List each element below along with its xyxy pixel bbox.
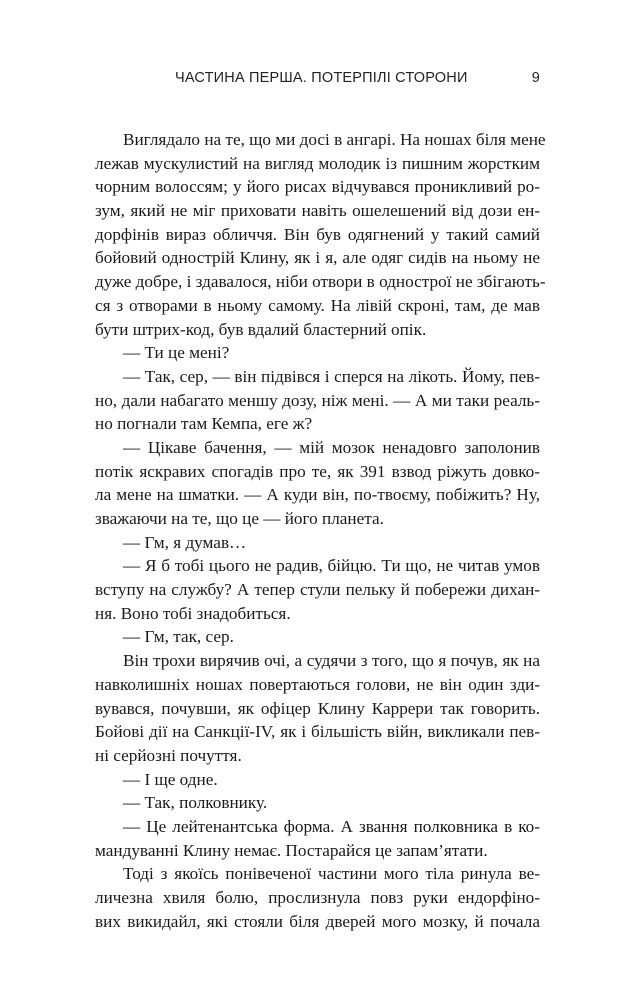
text-line: зважаючи на те, що це — його планета. <box>95 509 384 528</box>
text-line: навколишніх ношах повертаються голови, не він один зди- <box>95 674 540 694</box>
text-line: дуже добре, і здавалося, ніби отвори в однострої не збігають- <box>95 272 546 292</box>
body-text <box>95 128 546 933</box>
text-line: но, дали набагато меншу дозу, ніж мені. — А ми таки реаль- <box>95 390 540 410</box>
text-line: вувався, почувши, як офіцер Клину Каррери так говорить. <box>95 698 540 718</box>
text-line: — Так, сер, — він підвівся і сперся на лікоть. Йому, пев- <box>123 366 540 386</box>
text-line: лежав мускулистий на вигляд молодик із пишним жорстким <box>95 153 540 173</box>
text-line: Він трохи вирячив очі, а судячи з того, що я почув, як на <box>123 651 540 671</box>
text-line: потік яскравих спогадів про те, як 391 взвод ріжуть довко- <box>95 461 540 481</box>
text-line: ня. Воно тобі знадобиться. <box>95 603 291 623</box>
text-line: Виглядало на те, що ми досі в ангарі. На ношах біля мене <box>123 130 546 149</box>
text-line: но погнали там Кемпа, еге ж? <box>95 414 313 434</box>
text-line: — Я б тобі цього не радив, бійцю. Ти що, не читав умов <box>123 556 540 576</box>
text-line: вступу на службу? А тепер стули пельку й побережи дихан- <box>95 580 540 600</box>
running-header <box>95 70 540 90</box>
text-line: личезна хвиля болю, прослизнула повз руки ендорфіно- <box>95 888 540 907</box>
text-line: — Гм, я думав… <box>123 532 247 552</box>
text-line: зум, який не міг приховати навіть ошелешений від дози ен- <box>95 201 540 221</box>
text-line: бути штрих-код, був вдалий бластерний опік. <box>95 319 427 339</box>
text-line: — Це лейтенантська форма. А звання полковника в ко- <box>123 816 540 836</box>
text-line: ся з отворами в ньому самому. На лівій скроні, там, де мав <box>95 295 540 315</box>
page-number: 9 <box>531 70 540 86</box>
text-line: Бойові дії на Санкції-IV, як і більшість війн, викликали пев- <box>95 722 540 742</box>
text-line: ла мене на шматки. — А куди він, по-твоєму, побіжить? Ну, <box>95 485 540 505</box>
text-line: дорфінів вираз обличчя. Він був одягнений у такий самий <box>95 224 540 244</box>
chapter-title: ЧАСТИНА ПЕРША. ПОТЕРПІЛІ СТОРОНИ <box>175 70 468 86</box>
text-line: ні серйозні почуття. <box>95 745 242 765</box>
text-line: — Так, полковнику. <box>123 793 268 813</box>
text-line: — Гм, так, сер. <box>123 627 234 647</box>
text-line: — І ще одне. <box>123 769 218 789</box>
text-line: чорним волоссям; у його рисах відчувався проникливий ро- <box>95 177 540 197</box>
text-line: вих викидайл, які стояли біля дверей мого мозку, й почала <box>95 911 540 931</box>
text-line: мандуванні Клину немає. Постарайся це запам’ятати. <box>95 840 488 860</box>
text-line: Тоді з якоїсь понівеченої частини мого тіла ринула ве- <box>123 864 540 884</box>
text-line: — Ти це мені? <box>123 343 230 363</box>
text-line: — Цікаве бачення, — мій мозок ненадовго заполонив <box>123 437 540 457</box>
text-line: бойовий однострій Клину, як і я, але одяг сидів на ньому не <box>95 248 540 268</box>
